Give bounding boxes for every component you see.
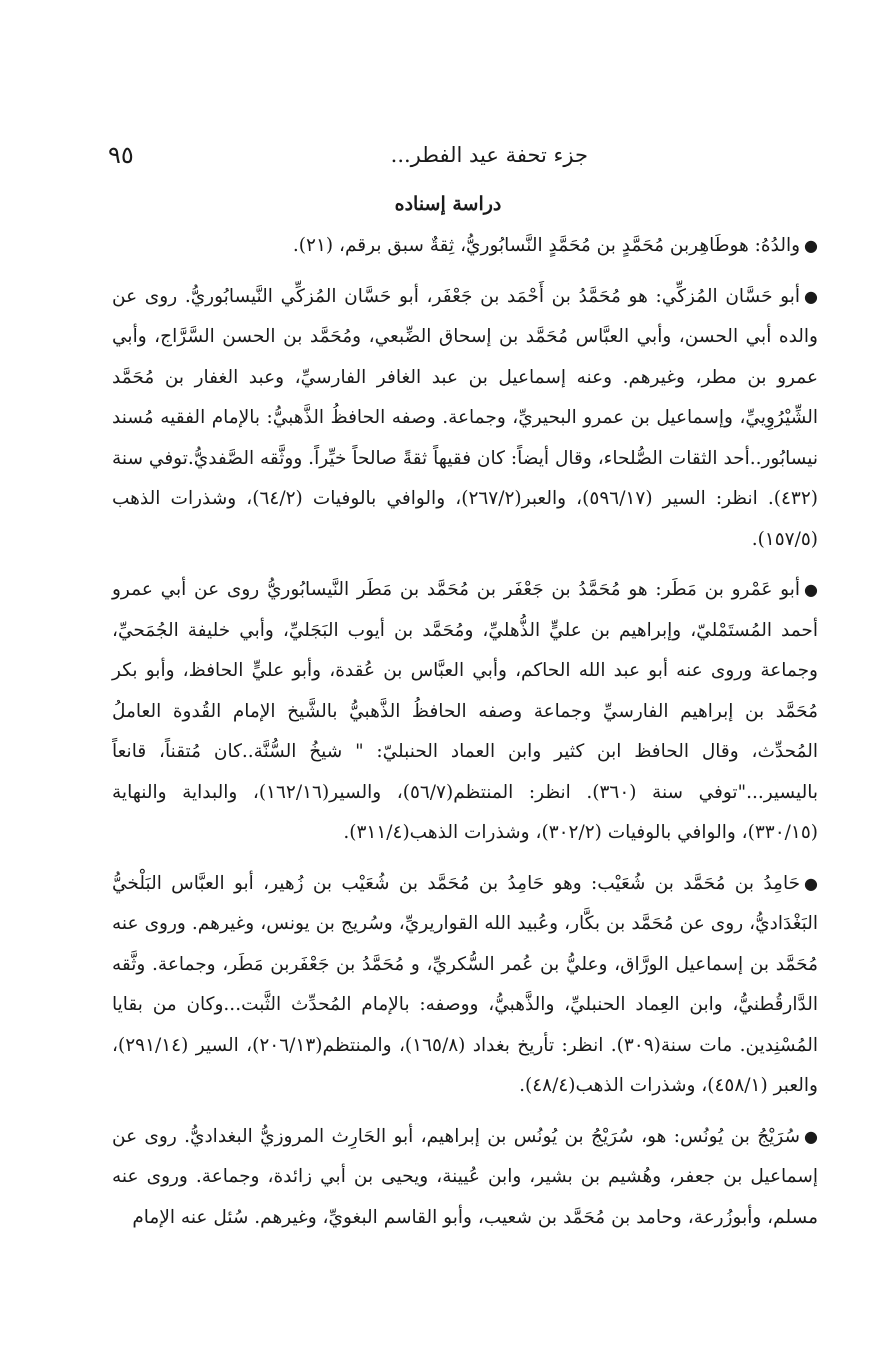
paragraph-suraij xyxy=(112,1117,818,1239)
body-text xyxy=(112,226,818,1238)
paragraph-hamid xyxy=(112,864,818,1107)
bullet-icon: ● xyxy=(804,236,818,255)
page-header xyxy=(108,140,808,176)
bullet-icon: ● xyxy=(804,873,818,893)
running-title: جزء تحفة عيد الفطر... xyxy=(390,143,588,167)
section-title: دراسة إسناده xyxy=(394,193,502,215)
page-number: ٩٥ xyxy=(108,141,134,169)
paragraph-father xyxy=(112,226,818,267)
paragraph-text: والدُهُ: هوطَاهِربن مُحَمَّدٍ بن مُحَمَّدٍ النَّسابُوريُّ، ثِقةٌ سبق برقم، (٢١). xyxy=(292,235,801,256)
paragraph-abu-hassan xyxy=(112,277,818,561)
bullet-icon: ● xyxy=(804,580,818,599)
paragraph-text: حَامِدُ بن مُحَمَّد بن شُعَيْب: وهو حَامِدُ بن مُحَمَّد بن شُعَيْب بن زُهير، أبو العبَّاس البَلْخيُّ البَغْدَاديُّ، روى عن مُحَمَّد بن بكَّار، وعُبيد الله القواريريِّ، وسُريج بن يونس، وغيرهم. وروى عنه مُحَمَّد بن إسماعيل الورَّاق، وعليُّ بن عُمر السُّكريِّ، و مُحَمَّدُ بن جَعْفَربن مَطَر، وجماعة. وثَّقه الدَّارقُطنيُّ، وابن العِماد الحنبليِّ، والذَّهبيُّ، ووصفه: بالإمام المُحدِّث الثَّبت...وكان من بقايا المُسْنِدين. مات سنة(٣٠٩). انظر: تأريخ بغداد (١٦٥/٨)، والمنتظم(٢٠٦/١٣)، السير (٢٩١/١٤)، والعبر (٤٥٨/١)، وشذرات الذهب(٤٨/٤). xyxy=(112,872,818,1096)
paragraph-text: سُرَيْجُ بن يُونُس: هو، سُرَيْجُ بن يُونُس بن إبراهيم، أبو الحَارِث المروزيُّ البغداديُّ. روى عن إسماعيل بن جعفر، وهُشيم بن بشير، وابن عُيينة، ويحيى بن أبي زائدة، وجماعة. وروى عنه مسلم، وأبوزُرعة، وحامد بن مُحَمَّد بن شعيب، وأبو القاسم البغويِّ، وغيرهم. سُئل عنه الإمام xyxy=(112,1125,818,1228)
paragraph-text: أبو عَمْرو بن مَطَر: هو مُحَمَّدُ بن جَعْفَر بن مُحَمَّد بن مَطَر النَّيسابُوريُّ روى عن أبي عمرو أحمد المُستَمْليّ، وإبراهيم بن عليٍّ الذُّهليِّ، ومُحَمَّد بن أيوب البَجَليِّ، وأبي خليفة الجُمَحيِّ، وجماعة وروى عنه أبو عبد الله الحاكم، وأبي العبَّاس بن عُقدة، وأبو عليٍّ الحافظ، وأبو بكر مُحَمَّد بن إبراهيم الفارسيِّ وجماعة وصفه الحافظُ الذَّهبيُّ بالشَّيخ الإمام القُدوة العاملُ المُحدِّث، وقال الحافظ ابن كثير وابن العماد الحنبليّ: " شيخُ السُّنَّة..كان مُتقناً، قانعاً باليسير..."توفي سنة (٣٦٠). انظر: المنتظم(٥٦/٧)، والسير(١٦٢/١٦)، والبداية والنهاية (٣٣٠/١٥)، والوافي بالوفيات (٣٠٢/٢)، وشذرات الذهب(٣١١/٤). xyxy=(112,579,819,843)
paragraph-text: أبو حَسَّان المُزكِّي: هو مُحَمَّدُ بن أَحْمَد بن جَعْفَر، أبو حَسَّان المُزكِّي النَّيسابُوريُّ. روى عن والده أبي الحسن، وأبي العبَّاس مُحَمَّد بن إسحاق الضِّبعي، ومُحَمَّد بن الحسن السَّرَّاج، وأبي عمرو بن مطر، وغيرهم. وعنه إسماعيل بن عبد الغافر الفارسيِّ، وعبد الغفار بن مُحَمَّد الشِّيْرُوِييِّ، وإسماعيل بن عمرو البحيريِّ، وجماعة. وصفه الحافظُ الذَّهبيُّ: بالإمام الفقيه مُسند نيسابُور..أحد الثقات الصُّلحاء، وقال أيضاً: كان فقيهاً ثقةً صالحاً خيِّراً. ووثَّقه الصَّفديُّ.توفي سنة (٤٣٢). انظر: السير (٥٩٦/١٧)، والعبر(٢٦٧/٢)، والوافي بالوفيات (٦٤/٢)، وشذرات الذهب (١٥٧/٥). xyxy=(112,285,819,550)
bullet-icon: ● xyxy=(804,286,818,306)
paragraph-abu-amr xyxy=(112,570,818,854)
bullet-icon: ● xyxy=(804,1126,818,1146)
